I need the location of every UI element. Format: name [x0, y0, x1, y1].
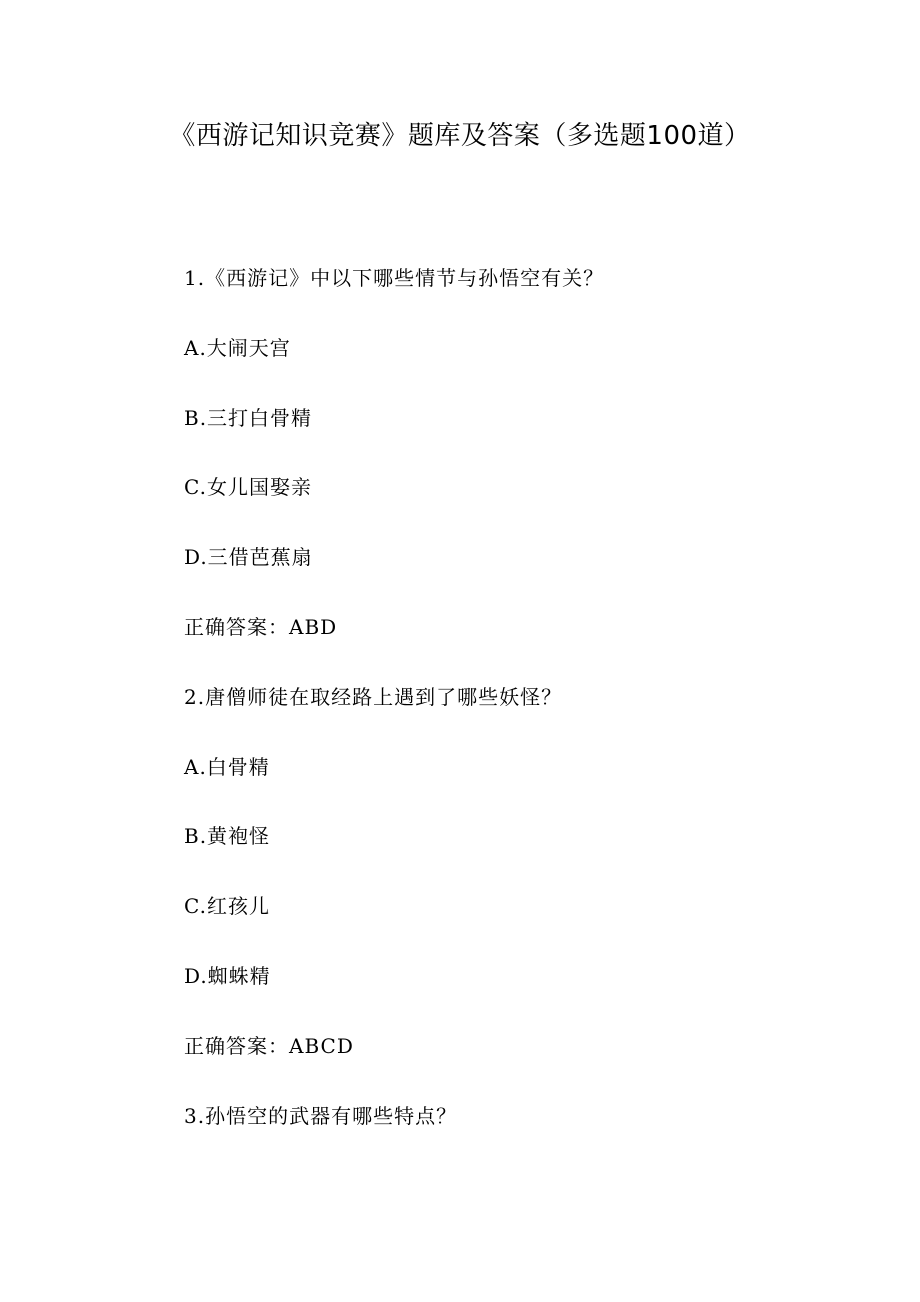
question-3 [184, 1096, 864, 1136]
question-list [184, 258, 864, 1165]
option-d: D.蜘蛛精 [184, 963, 271, 988]
option-a: A.白骨精 [184, 754, 270, 779]
option-c: C.女儿国娶亲 [184, 475, 312, 500]
question-stem: 2.唐僧师徒在取经路上遇到了哪些妖怪？ [184, 684, 563, 709]
document-title: 《西游记知识竞赛》题库及答案（多选题100道） [169, 121, 751, 151]
question-2 [184, 677, 864, 1066]
correct-answer: 正确答案：ABD [184, 614, 338, 639]
question-stem: 3.孙悟空的武器有哪些特点？ [184, 1103, 458, 1128]
option-b: B.三打白骨精 [184, 405, 313, 430]
option-a: A.大闹天宫 [184, 335, 291, 360]
question-stem: 1.《西游记》中以下哪些情节与孙悟空有关？ [184, 266, 605, 290]
option-d: D.三借芭蕉扇 [184, 545, 313, 570]
option-b: B.黄袍怪 [184, 824, 271, 849]
correct-answer: 正确答案：ABCD [184, 1033, 354, 1058]
option-c: C.红孩儿 [184, 894, 270, 919]
question-1 [184, 258, 864, 647]
